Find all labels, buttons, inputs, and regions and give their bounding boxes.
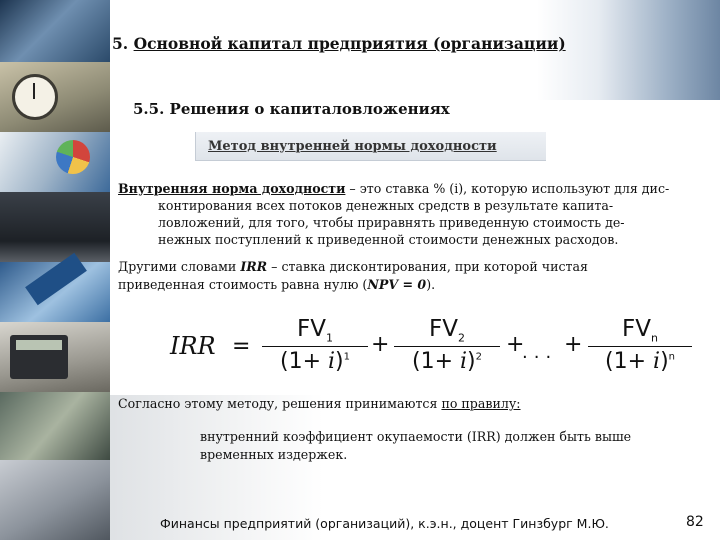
definition-line-4: нежных поступлений к приведенной стоимости денежных расходов. [158, 232, 619, 247]
other-text-4: ). [426, 276, 436, 292]
calculator-icon [10, 335, 68, 379]
numerator-1: $FV_1$ [297, 316, 333, 345]
fraction-2 [394, 316, 500, 374]
rule-underlined: по правилу: [441, 396, 521, 411]
plus-sign-1: + [371, 332, 390, 357]
irr-term: IRR [240, 259, 268, 274]
other-text-1: Другими словами [118, 259, 241, 274]
rule-line-2: временных издержек. [200, 447, 348, 462]
photo-skyscrapers [0, 0, 110, 62]
numerator-n: $FV_n$ [622, 316, 658, 345]
other-text-2: – ставка дисконтирования, при которой чистая [267, 259, 588, 274]
formula-lhs: IRR [170, 332, 216, 360]
denominator-2: $(1+ i)^2$ [411, 349, 483, 375]
title-text: Основной капитал предприятия (организации) [133, 34, 566, 53]
slide-title [112, 34, 566, 53]
clock-icon [12, 74, 58, 120]
decorative-photo-strip [0, 0, 110, 540]
footer-text: Финансы предприятий (организаций), к.э.н., доцент Гинзбург М.Ю. [160, 516, 609, 531]
formula-equals: = [232, 334, 251, 359]
other-text-3: приведенная стоимость равна нулю ( [118, 276, 368, 292]
method-box [195, 132, 546, 161]
pie-chart-icon [56, 140, 90, 174]
npv-term: NPV = 0 [367, 276, 427, 292]
fraction-n [588, 316, 692, 374]
photo-banknote [0, 392, 110, 460]
page-number: 82 [686, 514, 704, 530]
photo-charts [0, 132, 110, 192]
denominator-n: $(1+ i)^n$ [605, 349, 675, 375]
rule-line-1: внутренний коэффициент окупаемости (IRR) должен быть выше [200, 429, 632, 444]
title-number: 5. [112, 34, 134, 53]
definition-term: Внутренняя норма доходности [118, 181, 346, 196]
other-words-paragraph [118, 258, 718, 293]
photo-meeting [0, 192, 110, 262]
rule-text: Согласно этому методу, решения принимаются [118, 396, 442, 411]
denominator-1: $(1+ i)^1$ [279, 349, 351, 375]
definition-line-1: – это ставка % (i), которую используют для дис- [345, 181, 670, 196]
method-label: Метод внутренней нормы доходности [208, 139, 497, 154]
ellipsis: ... [522, 342, 558, 363]
plus-sign-3: + [564, 332, 583, 357]
irr-formula [170, 312, 690, 384]
definition-line-3: ловложений, для того, чтобы приравнять приведенную стоимость де- [158, 215, 625, 230]
fraction-1 [262, 316, 368, 374]
definition-paragraph [118, 180, 718, 248]
rule-intro [118, 396, 718, 411]
definition-line-2: контирования всех потоков денежных средств в результате капита- [158, 198, 614, 213]
photo-keyboard [0, 460, 110, 540]
slide-subtitle: 5.5. Решения о капиталовложениях [133, 100, 450, 118]
numerator-2: $FV_2$ [429, 316, 465, 345]
plus-sign-2: + [506, 332, 525, 357]
rule-body [200, 428, 700, 464]
